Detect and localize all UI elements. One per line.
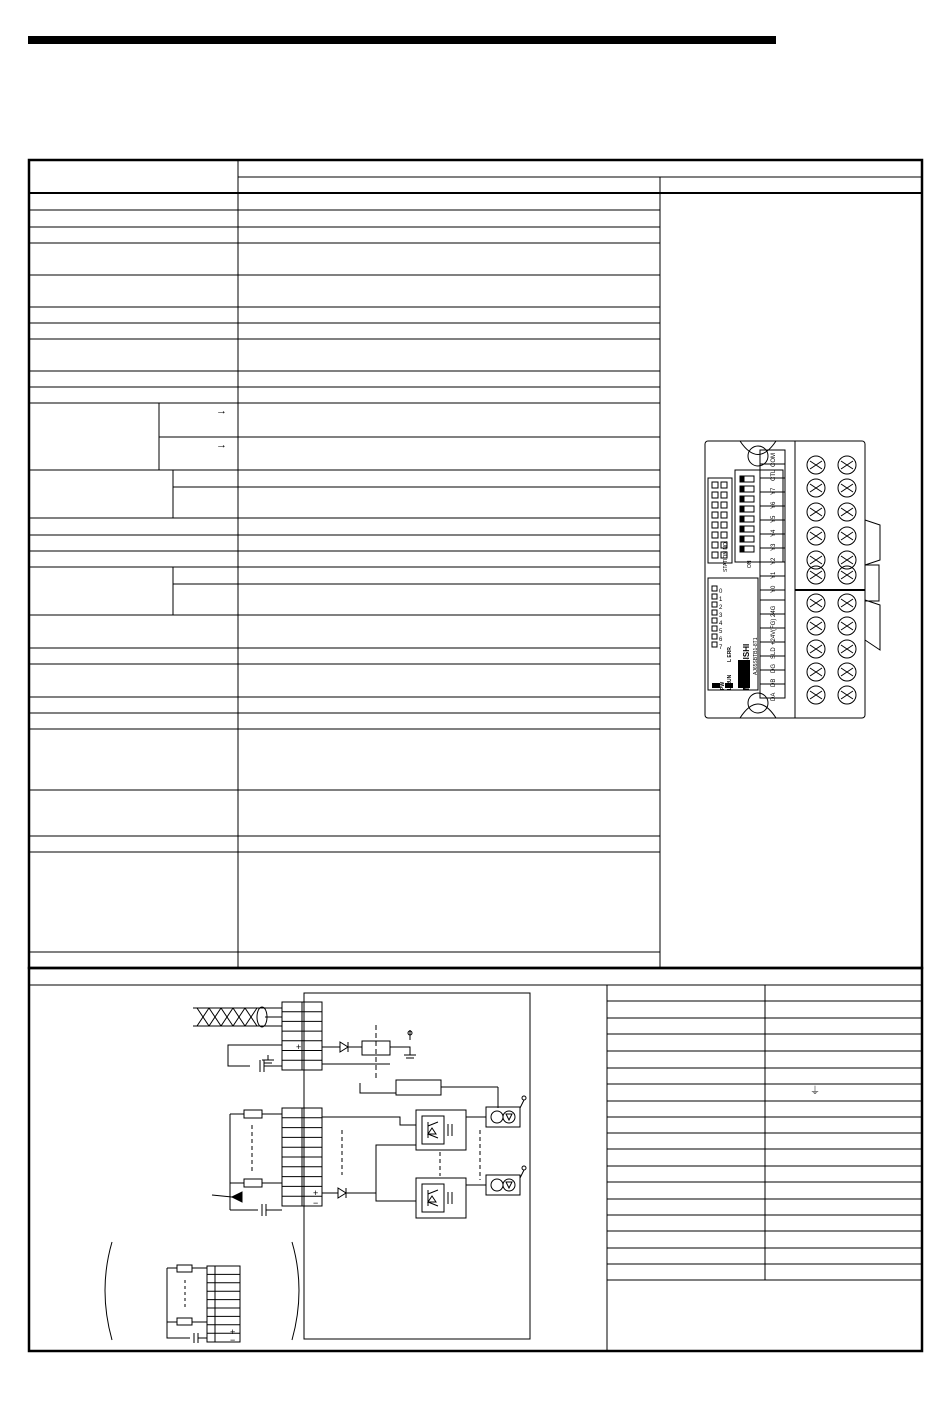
station-switch — [712, 482, 718, 488]
model-label: AJ65SBTB1-8T1 — [753, 637, 759, 675]
io-led — [712, 602, 717, 607]
terminal-minus-lower: − — [313, 1198, 319, 1208]
photocoupler-icon — [466, 1175, 520, 1195]
terminal-labels — [719, 453, 777, 701]
pin-table — [607, 985, 922, 1280]
terminal-plus-lower: + — [313, 1188, 319, 1198]
arrow-icon: → — [216, 439, 227, 451]
spec-rows — [29, 210, 660, 952]
module-internal-box — [304, 993, 530, 1339]
dip-switch-knob — [740, 516, 744, 522]
wiring-diagram — [105, 993, 530, 1343]
io-number: 0 — [719, 589, 723, 595]
terminal-label: COM — [771, 453, 777, 467]
station-switch — [712, 542, 718, 548]
io-number: 4 — [719, 621, 723, 627]
io-number: 1 — [719, 597, 723, 603]
dip-switch-knob — [740, 476, 744, 482]
terminal-label: (FG) — [771, 618, 777, 631]
station-switch — [721, 532, 727, 538]
terminal-screw — [807, 479, 856, 497]
io-led — [712, 634, 717, 639]
inset-load-1 — [177, 1265, 192, 1272]
station-switch — [721, 482, 727, 488]
led-label-pw: PW — [720, 681, 726, 690]
terminal-label: Y7 — [771, 487, 777, 495]
photocoupler-icon — [466, 1107, 520, 1127]
io-led — [712, 594, 717, 599]
dip-switch-knob — [740, 486, 744, 492]
led-label-l-err: L ERR. — [727, 645, 733, 662]
terminal-label: Y5 — [771, 515, 777, 523]
spec-table — [29, 160, 922, 968]
terminal-label: +24V — [771, 630, 777, 645]
dip-switch-knob — [740, 546, 744, 552]
terminal-label: DB — [771, 678, 777, 687]
io-number: 3 — [719, 613, 723, 619]
output-resistor — [396, 1080, 441, 1095]
inset-load-2 — [177, 1318, 192, 1325]
io-led — [712, 626, 717, 631]
station-header: STATION NO. — [723, 540, 729, 572]
terminal-label: DG — [771, 664, 777, 673]
transistor-icon — [422, 1116, 452, 1144]
arrow-icon: → — [216, 405, 227, 417]
link-cable — [193, 1007, 282, 1027]
station-switch — [712, 512, 718, 518]
spec-table-frame — [29, 160, 922, 968]
io-number: 5 — [719, 629, 723, 635]
station-switch — [712, 552, 718, 558]
terminal-screw — [807, 640, 856, 658]
mount-hole-top — [748, 446, 768, 466]
io-led — [712, 618, 717, 623]
terminal-screw — [807, 594, 856, 612]
terminal-label: Y6 — [771, 501, 777, 509]
terminal-label: Y2 — [771, 557, 777, 565]
load-resistor-y7 — [244, 1179, 262, 1187]
terminal-label: Y3 — [771, 543, 777, 551]
io-led — [712, 642, 717, 647]
terminal-screw — [807, 527, 856, 545]
ground-icon: ⏚ — [810, 1086, 820, 1097]
station-switch — [721, 502, 727, 508]
io-led — [712, 586, 717, 591]
led-label-l-run: L RUN — [727, 674, 733, 690]
dip-switch-knob — [740, 496, 744, 502]
station-switch — [712, 522, 718, 528]
io-number: 2 — [719, 605, 723, 611]
inset-minus: − — [230, 1335, 236, 1345]
io-number: 6 — [719, 637, 723, 643]
terminal-screw — [807, 503, 856, 521]
dip-switch-knob — [740, 536, 744, 542]
terminal-label: SLD — [771, 647, 777, 659]
transistor-icon — [422, 1184, 452, 1212]
terminal-label: Y1 — [771, 571, 777, 579]
terminal-screw — [807, 686, 856, 704]
mount-hole-bottom — [748, 693, 768, 713]
lower-section — [29, 968, 922, 1351]
terminal-screw — [807, 663, 856, 681]
terminal-label: Y4 — [771, 529, 777, 537]
inset-plus: + — [230, 1327, 236, 1337]
load-resistor-y0 — [244, 1110, 262, 1118]
station-switch — [721, 522, 727, 528]
terminal-label: DA — [771, 692, 777, 701]
terminal-label: CTL — [771, 469, 777, 481]
lower-frame — [29, 968, 922, 1351]
diode-icon — [338, 1188, 346, 1198]
brand-logo-text: MITSUBISHI — [742, 643, 751, 690]
station-switch — [712, 532, 718, 538]
terminal-screw — [807, 456, 856, 474]
diode-icon — [340, 1042, 348, 1052]
station-switch — [721, 492, 727, 498]
terminal-plus-upper: + — [296, 1042, 302, 1052]
wiring-marks — [230, 1042, 318, 1345]
led-pw — [712, 683, 720, 688]
dip-switch-knob — [740, 526, 744, 532]
dip-switch-knob — [740, 506, 744, 512]
switch-on-mark: ON — [747, 560, 753, 568]
station-switch — [721, 512, 727, 518]
station-switch — [712, 492, 718, 498]
terminal-screw — [807, 617, 856, 635]
terminal-label: 24G — [771, 605, 777, 617]
terminal-label: Y0 — [771, 585, 777, 593]
io-number: 7 — [719, 645, 723, 651]
io-led — [712, 610, 717, 615]
station-switch — [712, 502, 718, 508]
